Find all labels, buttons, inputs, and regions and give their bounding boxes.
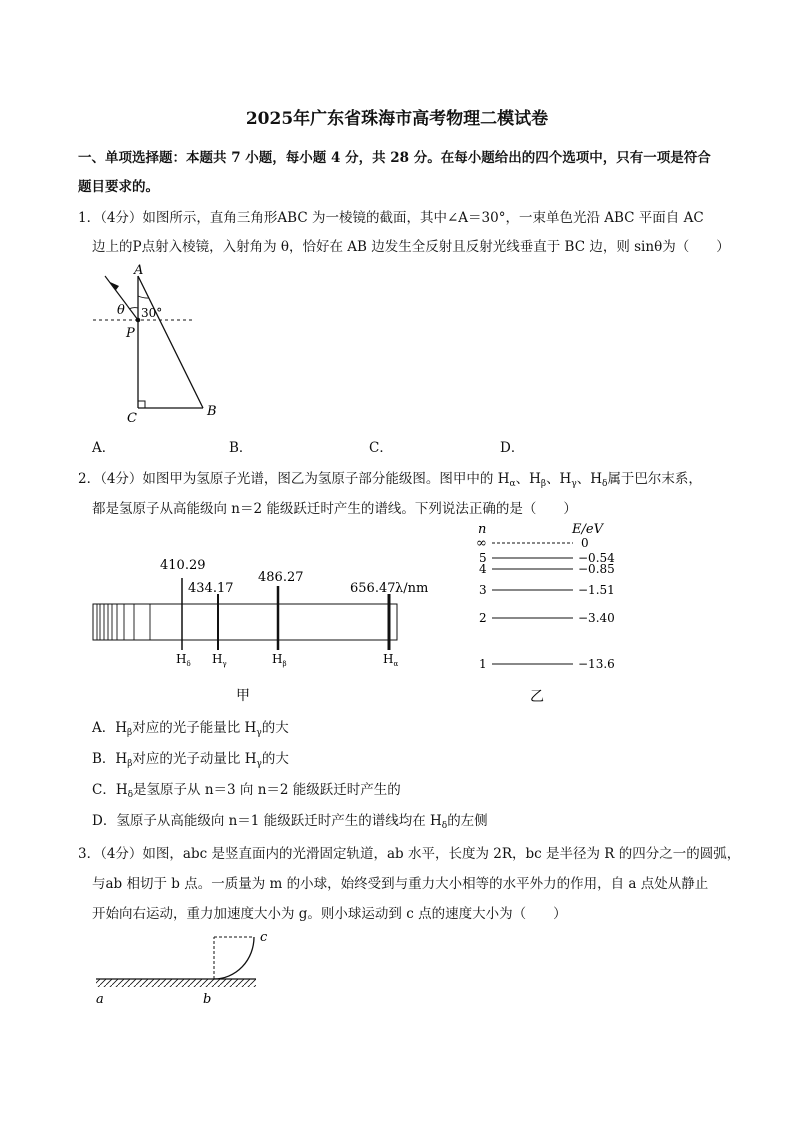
q2-option-d: D．氢原子从高能级向 n＝1 能级跃迁时产生的谱线均在 $H_\delta$的左侧 xyxy=(92,813,488,831)
q1-text-line1: 1．（4分）如图所示，直角三角形ABC 为一棱镜的截面，其中∠A＝30°，一束单色光沿 ABC 平面自 AC xyxy=(78,210,704,226)
q3-text-line1: 3．（4分）如图，abc 是竖直面内的光滑固定轨道，ab 水平，长度为 2R，bc 是半径为 R 的四分之一的圆弧， xyxy=(78,846,741,862)
level-e-inf: 0 xyxy=(581,536,589,550)
hydrogen-spectrum-figure xyxy=(88,550,438,705)
section-heading-line2: 题目要求的。 xyxy=(78,179,159,195)
wavelength-label-delta: 410.29 xyxy=(160,558,206,573)
level-e-1: −13.6 xyxy=(578,657,615,671)
level-e-2: −3.40 xyxy=(578,611,615,625)
level-e-4: −0.85 xyxy=(578,562,615,576)
q2-text-line2: 都是氢原子从高能级向 n＝2 能级跃迁时产生的谱线。下列说法正确的是（ ） xyxy=(92,501,577,517)
q1-label-C: C xyxy=(127,411,137,426)
level-n-header: n xyxy=(478,522,487,537)
spectral-line-label-beta: $H_\beta$ xyxy=(272,652,287,668)
level-e-5: −0.54 xyxy=(578,551,615,565)
level-n-5: 5 xyxy=(479,551,487,565)
level-n-4: 4 xyxy=(479,562,487,576)
page-title: 2025年广东省珠海市高考物理二模试卷 xyxy=(245,109,549,129)
wavelength-label-alpha: 656.47 xyxy=(350,581,396,596)
q2-option-c: C．$H_\delta$是氢原子从 n＝3 向 n＝2 能级跃迁时产生的 xyxy=(92,782,401,800)
q1-text-line2: 边上的P点射入棱镜，入射角为 θ，恰好在 AB 边发生全反射且反射光线垂直于 BC 边，则 sinθ为（ ） xyxy=(92,239,730,255)
q2-text-line1: 2．（4分）如图甲为氢原子光谱，图乙为氢原子部分能级图。图甲中的 $H_\alpha$、$H_\beta$、$H_\gamma$、$H_\delta$属于巴尔末系， xyxy=(78,471,702,489)
q1-label-B: B xyxy=(207,404,217,419)
level-n-3: 3 xyxy=(479,583,487,597)
q1-label-A: A xyxy=(134,263,144,278)
level-e-3: −1.51 xyxy=(578,583,615,597)
q1-option-b: B． xyxy=(229,440,253,456)
q1-label-theta: θ xyxy=(117,303,125,318)
q3-label-a: a xyxy=(96,992,104,1007)
q3-text-line2: 与ab 相切于 b 点。一质量为 m 的小球，始终受到与重力大小相等的水平外力的作用，自 a 点处从静止 xyxy=(92,876,709,892)
wavelength-label-beta: 486.27 xyxy=(258,570,304,585)
q3-text-line3: 开始向右运动，重力加速度大小为 g。则小球运动到 c 点的速度大小为（ ） xyxy=(92,906,567,922)
q3-track-figure xyxy=(88,925,288,1010)
section-heading-line1: 一、单项选择题：本题共 7 小题，每小题 4 分，共 28 分。在每小题给出的四个选项中，只有一项是符合 xyxy=(78,150,711,166)
energy-level-caption: 乙 xyxy=(530,689,544,705)
spectral-line-label-alpha: $H_\alpha$ xyxy=(383,652,399,668)
q3-label-b: b xyxy=(203,992,212,1007)
spectral-line-label-gamma: $H_\gamma$ xyxy=(212,652,227,668)
q1-prism-figure xyxy=(85,262,235,427)
q3-label-c: c xyxy=(260,930,268,945)
level-n-inf: ∞ xyxy=(476,536,487,551)
level-n-1: 1 xyxy=(479,657,487,671)
spectrum-caption: 甲 xyxy=(236,688,250,704)
q1-label-P: P xyxy=(126,326,135,341)
q1-option-a: A． xyxy=(92,440,116,456)
level-n-2: 2 xyxy=(479,611,487,625)
wavelength-label-gamma: 434.17 xyxy=(188,581,234,596)
q2-option-a: A．$H_\beta$对应的光子能量比 $H_\gamma$的大 xyxy=(92,720,289,738)
spectral-line-label-delta: $H_\delta$ xyxy=(176,652,191,668)
q1-option-c: C． xyxy=(369,440,393,456)
wavelength-unit: λ/nm xyxy=(395,581,429,596)
level-e-header: E/eV xyxy=(572,522,603,537)
energy-level-figure xyxy=(470,516,640,706)
q2-option-b: B．$H_\beta$对应的光子动量比 $H_\gamma$的大 xyxy=(92,751,289,769)
q1-option-d: D． xyxy=(500,440,525,456)
q1-label-angle: 30° xyxy=(141,306,163,320)
